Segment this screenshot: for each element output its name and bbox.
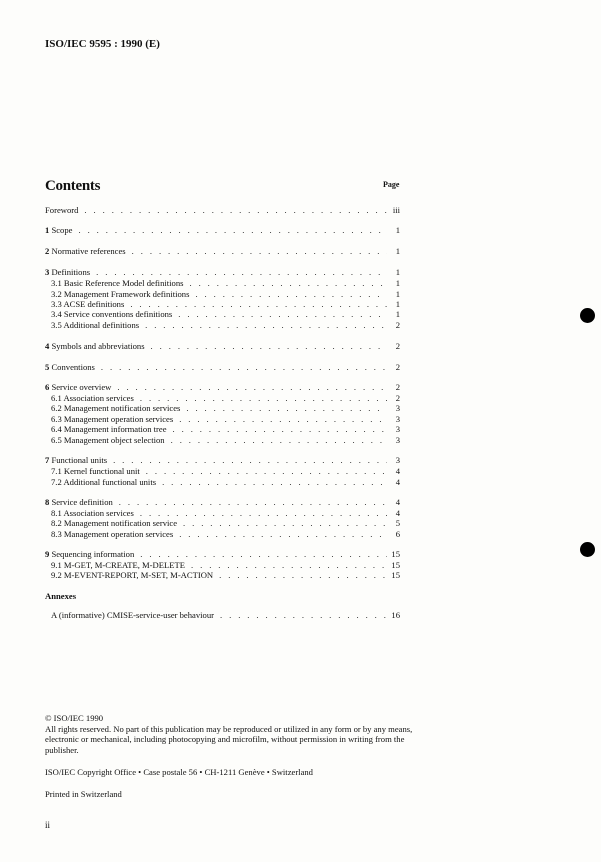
toc-entry[interactable]	[45, 246, 400, 257]
toc-entry-title: Management notification services	[63, 403, 181, 413]
copyright-block	[45, 713, 415, 755]
toc-entry-title: Management notification service	[63, 518, 178, 528]
toc-entry-title: Symbols and abbreviations	[51, 341, 145, 351]
toc-entry-number: 9.2	[51, 570, 62, 580]
toc-entry[interactable]	[45, 455, 400, 466]
toc-entry-number: 6.5	[51, 435, 62, 445]
toc-entry[interactable]	[45, 466, 400, 477]
printed-in-line: Printed in Switzerland	[45, 789, 122, 799]
toc-entry-text	[51, 477, 156, 488]
toc-entry-page: 6	[395, 529, 400, 539]
toc-entry-number: 7.2	[51, 477, 62, 487]
contents-heading: Contents	[45, 178, 101, 194]
toc-entry-text	[51, 435, 165, 446]
toc-entry-number: 3.3	[51, 299, 62, 309]
leader-dots	[179, 529, 387, 540]
leader-dots	[173, 424, 387, 435]
leader-dots	[140, 549, 387, 560]
toc-entry-page: 1	[395, 289, 400, 299]
leader-dots	[78, 225, 387, 236]
toc-entry-text	[45, 549, 134, 560]
document-id: ISO/IEC 9595 : 1990 (E)	[45, 38, 160, 50]
toc-entry-text	[51, 529, 173, 540]
toc-entry-number: A	[51, 610, 57, 620]
toc-entry[interactable]	[45, 278, 400, 289]
toc-entry-text	[51, 610, 214, 621]
toc-entry-number: 2	[45, 246, 50, 256]
punch-hole-mark	[580, 542, 595, 557]
page-column-label: Page	[383, 180, 400, 189]
toc-entry-number: 9	[45, 549, 50, 559]
toc-entry[interactable]	[45, 477, 400, 488]
toc-entry-number: 3	[45, 267, 50, 277]
toc-entry-number: 8.2	[51, 518, 62, 528]
toc-entry-page: 15	[391, 570, 400, 580]
toc-entry-title: Functional units	[51, 455, 108, 465]
toc-entry-number: 3.4	[51, 309, 62, 319]
toc-entry-title: Association services	[63, 393, 134, 403]
leader-dots	[145, 320, 387, 331]
toc-entry-text	[45, 341, 145, 352]
toc-entry-number: 6.2	[51, 403, 62, 413]
toc-entry[interactable]	[45, 610, 400, 621]
toc-entry-number: 7	[45, 455, 50, 465]
leader-dots	[132, 246, 387, 257]
toc-entry[interactable]	[45, 309, 400, 320]
toc-entry-title: Management object selection	[63, 435, 165, 445]
toc-entry-text	[51, 424, 167, 435]
toc-entry[interactable]	[45, 570, 400, 581]
leader-dots	[171, 435, 387, 446]
toc-entry-number: 6.3	[51, 414, 62, 424]
toc-entry-page: 2	[395, 320, 400, 330]
leader-dots	[101, 362, 387, 373]
toc-entry-title: Association services	[63, 508, 134, 518]
toc-entry-text	[45, 205, 78, 216]
toc-entry-page: 1	[395, 225, 400, 235]
toc-entry[interactable]	[45, 320, 400, 331]
toc-entry-page: 1	[395, 299, 400, 309]
toc-entry-number: 8.3	[51, 529, 62, 539]
toc-entry-title: Service conventions definitions	[63, 309, 173, 319]
toc-entry[interactable]	[45, 362, 400, 373]
leader-dots	[183, 518, 387, 529]
toc-entry-text	[45, 455, 107, 466]
toc-entry-number: 6.1	[51, 393, 62, 403]
toc-entry-title: Management operation services	[63, 414, 174, 424]
leader-dots	[178, 309, 387, 320]
toc-entry-page: 4	[395, 477, 400, 487]
toc-entry-title: M-EVENT-REPORT, M-SET, M-ACTION	[63, 570, 214, 580]
toc-entry-text	[51, 518, 177, 529]
toc-entry-title: Service overview	[51, 382, 112, 392]
toc-entry-title: Basic Reference Model definitions	[63, 278, 184, 288]
toc-entry-page: 4	[395, 497, 400, 507]
toc-entry[interactable]	[45, 205, 400, 216]
toc-entry-text	[45, 246, 126, 257]
toc-entry-number: 6.4	[51, 424, 62, 434]
toc-entry-title: Foreword	[45, 205, 79, 215]
toc-entry-text	[45, 362, 95, 373]
toc-entry-number: 3.2	[51, 289, 62, 299]
toc-entry-title: Sequencing information	[51, 549, 135, 559]
toc-entry-title: Management operation services	[63, 529, 174, 539]
toc-entry-page: 2	[395, 341, 400, 351]
toc-entry-text	[45, 267, 90, 278]
toc-entry-title: (informative) CMISE-service-user behaviour	[58, 610, 215, 620]
toc-entry[interactable]	[45, 518, 400, 529]
toc-entry-title: Management information tree	[63, 424, 167, 434]
toc-entry-text	[45, 225, 72, 236]
leader-dots	[96, 267, 387, 278]
toc-entry-page: 15	[391, 560, 400, 570]
toc-entry-page: 1	[395, 246, 400, 256]
copyright-line: © ISO/IEC 1990	[45, 713, 104, 723]
toc-entry-title: Kernel functional unit	[63, 466, 140, 476]
toc-entry-title: Scope	[51, 225, 73, 235]
punch-hole-mark	[580, 308, 595, 323]
toc-entry[interactable]	[45, 497, 400, 508]
toc-entry[interactable]	[45, 529, 400, 540]
leader-dots	[186, 403, 387, 414]
toc-entry-page: 4	[395, 466, 400, 476]
toc-entry-number: 5	[45, 362, 50, 372]
toc-entry-page: 2	[395, 362, 400, 372]
toc-entry-number: 8	[45, 497, 50, 507]
toc-entry-title: Definitions	[51, 267, 91, 277]
toc-entry-text	[45, 382, 111, 393]
copyright-office-line: ISO/IEC Copyright Office • Case postale 56 • CH-1211 Genève • Switzerland	[45, 767, 313, 777]
toc-entry-page: 3	[395, 435, 400, 445]
toc-entry[interactable]	[45, 225, 400, 236]
toc-entry-page: 3	[395, 455, 400, 465]
toc-entry-title: M-GET, M-CREATE, M-DELETE	[63, 560, 185, 570]
toc-entry-page: 3	[395, 403, 400, 413]
toc-entry-text	[51, 278, 183, 289]
toc-entry[interactable]	[45, 382, 400, 393]
leader-dots	[220, 610, 387, 621]
leader-dots	[146, 466, 387, 477]
toc-entry[interactable]	[45, 341, 400, 352]
toc-entry[interactable]	[45, 403, 400, 414]
toc-entry-page: 1	[395, 278, 400, 288]
toc-entry-page: 2	[395, 393, 400, 403]
toc-entry-number: 6	[45, 382, 50, 392]
toc-entry-text	[51, 403, 180, 414]
toc-entry-page: 15	[391, 549, 400, 559]
page-number: ii	[45, 820, 51, 830]
leader-dots	[119, 497, 387, 508]
annexes-heading: Annexes	[45, 591, 77, 601]
toc-entry-title: Additional definitions	[63, 320, 140, 330]
toc-entry-page: 1	[395, 309, 400, 319]
toc-entry-number: 3.1	[51, 278, 62, 288]
toc-entry-page: 4	[395, 508, 400, 518]
toc-entry-number: 8.1	[51, 508, 62, 518]
leader-dots	[162, 477, 387, 488]
toc-entry-text	[45, 497, 113, 508]
toc-entry-title: Conventions	[51, 362, 95, 372]
toc-entry-text	[51, 466, 140, 477]
toc-entry-title: Additional functional units	[63, 477, 157, 487]
toc-entry-page: 3	[395, 424, 400, 434]
leader-dots	[113, 455, 387, 466]
toc-entry-page: 3	[395, 414, 400, 424]
toc-entry-number: 3.5	[51, 320, 62, 330]
leader-dots	[151, 341, 387, 352]
toc-entry[interactable]	[45, 424, 400, 435]
toc-entry-page: 2	[395, 382, 400, 392]
toc-entry-text	[51, 309, 172, 320]
toc-entry-page: 5	[395, 518, 400, 528]
leader-dots	[219, 570, 387, 581]
toc-entry-number: 4	[45, 341, 50, 351]
leader-dots	[117, 382, 387, 393]
toc-entry-number: 1	[45, 225, 50, 235]
toc-entry[interactable]	[45, 549, 400, 560]
toc-entry-number: 9.1	[51, 560, 62, 570]
toc-entry-title: ACSE definitions	[63, 299, 125, 309]
toc-entry-title: Normative references	[51, 246, 126, 256]
toc-entry[interactable]	[45, 435, 400, 446]
toc-entry-page: 16	[391, 610, 400, 620]
rights-statement: All rights reserved. No part of this publication may be reproduced or utilized in any form or by any means, electronic or mechanical, including photocopying and microfilm, without permission in writing from the publisher.	[45, 723, 413, 755]
toc-entry-title: Service definition	[51, 497, 113, 507]
toc-entry-page: 1	[395, 267, 400, 277]
toc-entry[interactable]	[45, 267, 400, 278]
leader-dots	[189, 278, 387, 289]
toc-entry-number: 7.1	[51, 466, 62, 476]
toc-entry-text	[51, 570, 213, 581]
toc-entry-text	[51, 320, 139, 331]
toc-entry-title: Management Framework definitions	[63, 289, 190, 299]
leader-dots	[84, 205, 387, 216]
toc-entry-page: iii	[392, 205, 400, 215]
